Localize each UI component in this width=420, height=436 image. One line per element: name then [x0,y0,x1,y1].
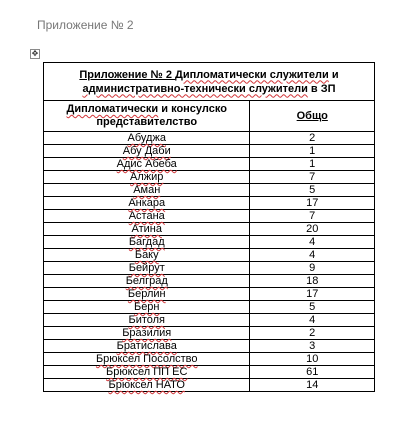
cell-total: 5 [250,184,375,197]
cell-representation [44,236,250,249]
cell-representation [44,314,250,327]
cell-total: 61 [250,366,375,379]
table-row [44,132,375,145]
cell-representation [44,249,250,262]
table-row [44,184,375,197]
cell-total: 14 [250,379,375,392]
cell-representation [44,184,250,197]
representation-name: Абу Даби [122,145,171,157]
cell-total: 9 [250,262,375,275]
table-row [44,197,375,210]
column-header-name [44,101,250,132]
cell-total: 18 [250,275,375,288]
title-part-2: Дипломатически служители [175,68,329,81]
representation-name: Баку [134,249,159,261]
cell-representation [44,275,250,288]
cell-total: 17 [250,197,375,210]
title-part-4: административно-технически служители [82,82,308,95]
representation-name: Брюксел НАТО [108,379,185,391]
title-part-1: Приложение № 2 [79,68,176,81]
representation-name: Алжир [130,171,164,183]
table-row [44,145,375,158]
cell-representation [44,327,250,340]
column-header-name-part-1: Дипломатически [66,103,159,115]
table-header-row [44,101,375,132]
cell-total: 17 [250,288,375,301]
representation-name: Берлин [127,288,166,300]
table-row [44,288,375,301]
cell-representation [44,379,250,392]
cell-total: 7 [250,171,375,184]
table-row [44,210,375,223]
table-title [44,63,375,101]
cell-total: 2 [250,327,375,340]
cell-representation [44,158,250,171]
representation-name: Белград [125,275,168,287]
table-row [44,171,375,184]
representation-name: Аман [133,184,161,196]
representation-name: Астана [128,210,165,222]
cell-total: 3 [250,340,375,353]
cell-total: 1 [250,158,375,171]
column-header-total [250,101,375,132]
table-row [44,275,375,288]
representation-name: Битоля [128,314,165,326]
cell-representation [44,210,250,223]
column-header-total-label: Общо [296,109,328,122]
table-row [44,340,375,353]
table-row [44,301,375,314]
cell-total: 4 [250,314,375,327]
column-header-name-part-2: и консулско представителство [96,103,227,128]
table-move-handle-icon[interactable]: ✥ [31,49,39,58]
staff-table [43,62,375,392]
representation-name: Анкара [128,197,166,209]
cell-representation [44,262,250,275]
table-row [44,249,375,262]
table-row [44,236,375,249]
representation-name: Братислава [116,340,177,352]
title-part-3: и [328,68,339,81]
representation-name: Брюксел ПП ЕС [106,366,188,378]
cell-representation [44,145,250,158]
cell-representation [44,171,250,184]
representation-name: Бейрут [128,262,165,274]
cell-representation [44,132,250,145]
table-row [44,262,375,275]
representation-name: Абуджа [127,132,166,144]
cell-total: 2 [250,132,375,145]
cell-representation [44,223,250,236]
cell-total: 1 [250,145,375,158]
page-header: Приложение № 2 [37,18,134,32]
title-part-5: в ЗП [307,82,336,95]
representation-name: Багдад [128,236,165,248]
cell-total: 20 [250,223,375,236]
cell-total: 5 [250,301,375,314]
cell-representation [44,353,250,366]
representation-name: Атина [131,223,162,235]
cell-representation [44,197,250,210]
representation-name: Брюксел Посолство [95,353,198,365]
cell-total: 4 [250,236,375,249]
representation-name: Бразилия [122,327,172,339]
table-row [44,379,375,392]
table-row [44,353,375,366]
cell-total: 7 [250,210,375,223]
cell-total: 4 [250,249,375,262]
table-title-row [44,63,375,101]
table-row [44,158,375,171]
cell-representation [44,340,250,353]
cell-representation [44,301,250,314]
table-row [44,314,375,327]
table-row [44,223,375,236]
cell-representation [44,366,250,379]
table-row [44,366,375,379]
cell-total: 10 [250,353,375,366]
representation-name: Берн [133,301,160,313]
cell-representation [44,288,250,301]
table-row [44,327,375,340]
representation-name: Адис Абеба [116,158,177,170]
